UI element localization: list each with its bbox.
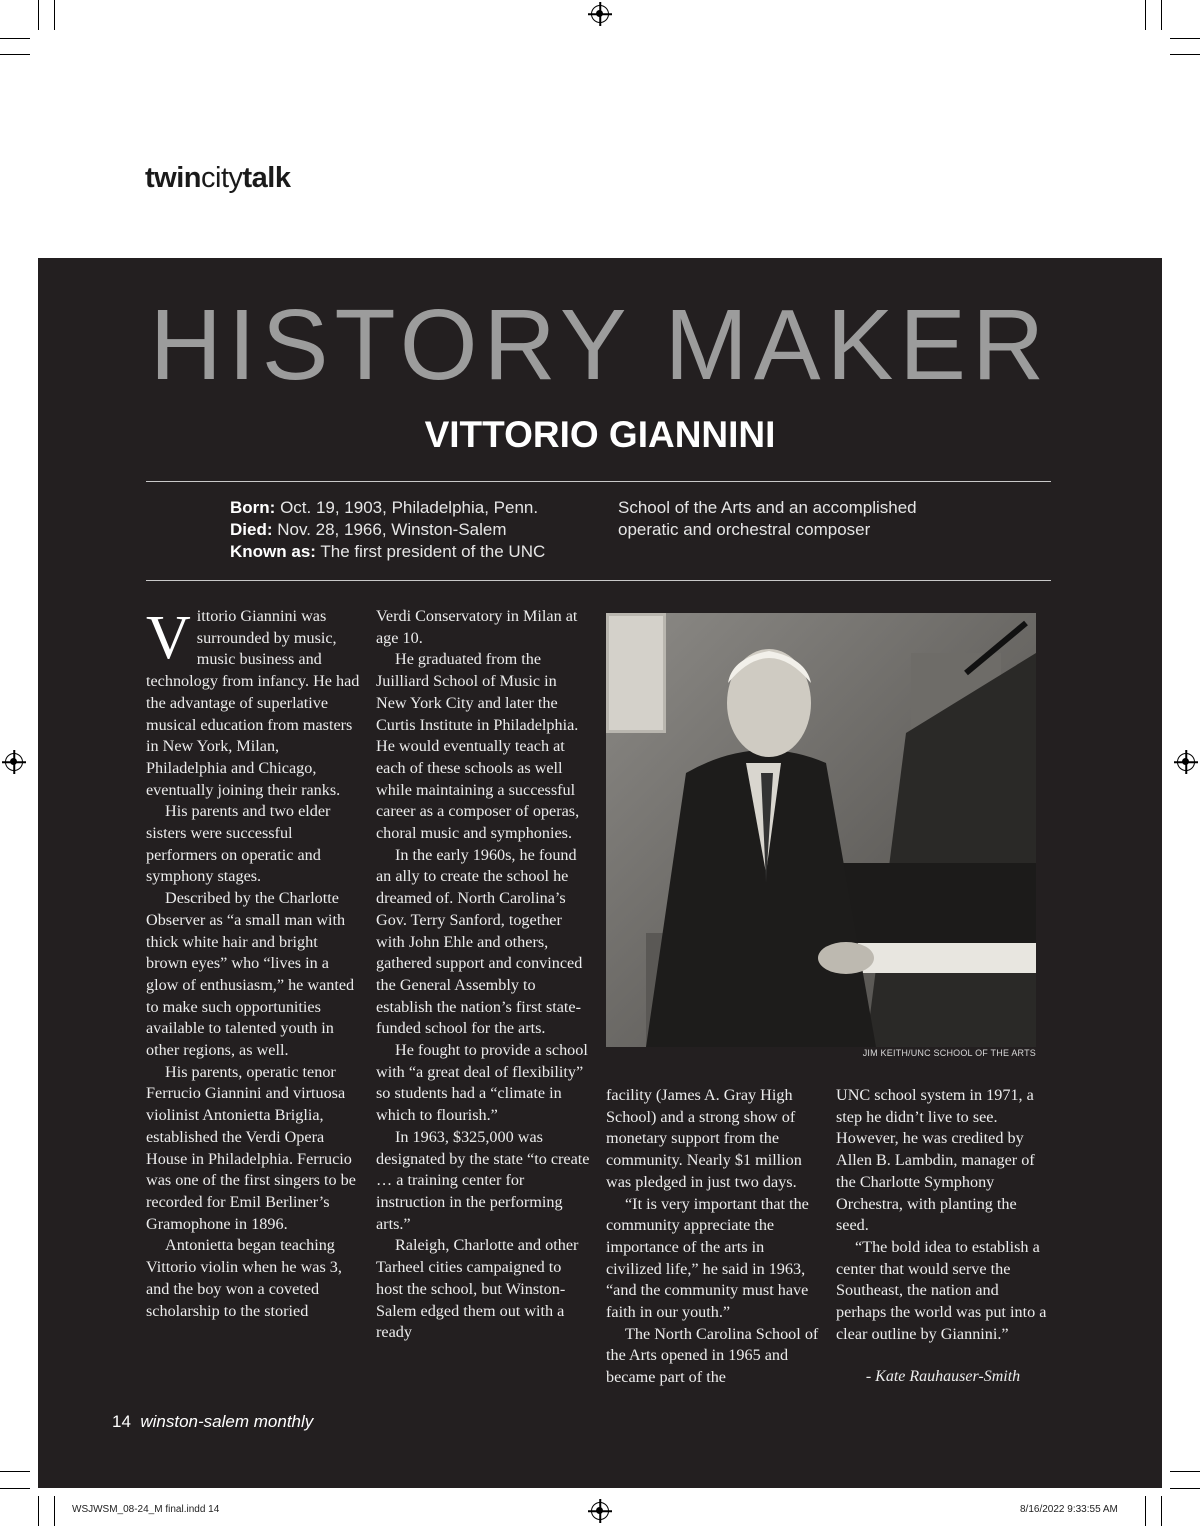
crop-mark [0, 54, 30, 55]
crop-mark [1145, 1496, 1146, 1526]
born-label: Born: [230, 498, 276, 517]
divider [146, 481, 1051, 482]
page-title: HISTORY MAKER [149, 289, 1051, 401]
died-value: Nov. 28, 1966, Winston-Salem [277, 520, 507, 539]
crop-mark [1161, 1496, 1162, 1526]
crop-mark [54, 1496, 55, 1526]
paragraph: In 1963, $325,000 was designated by the state “to create … a training center for instruction in the performing arts.” [376, 1127, 590, 1233]
divider [146, 580, 1051, 581]
crop-mark [1161, 0, 1162, 30]
paragraph: His parents, operatic tenor Ferrucio Giannini and virtuosa violinist Antonietta Briglia, established the Verdi Opera House in Philadelphia. Ferrucio was one of the first singers to be recorded for Emil Berliner’s Gramophone in 1896. [146, 1062, 356, 1233]
crop-mark [38, 0, 39, 30]
drop-cap: V [146, 604, 191, 672]
registration-mark-icon [591, 5, 609, 23]
registration-mark-icon [5, 753, 23, 771]
crop-mark [38, 1496, 39, 1526]
crop-mark [0, 1488, 30, 1489]
crop-mark [1170, 54, 1200, 55]
byline: - Kate Rauhauser-Smith [865, 1368, 1021, 1385]
article-column-4 [836, 1085, 1050, 1345]
known-value: The first president of the UNC [320, 542, 546, 561]
paragraph: Verdi Conservatory in Milan at age 10. [376, 607, 578, 647]
registration-mark-icon [591, 1502, 609, 1520]
crop-mark [0, 1471, 30, 1472]
registration-mark-icon [1177, 753, 1195, 771]
portrait-photo [606, 613, 1036, 1047]
crop-mark [1170, 1471, 1200, 1472]
paragraph: In the early 1960s, he found an ally to create the school he dreamed of. North Carolina’s Gov. Terry Sanford, together with John Ehle and others, gathered support and convinced the General Assembly to establish the nation’s first state-funded school for the arts. [376, 845, 583, 1038]
photo-credit: JIM KEITH/UNC SCHOOL OF THE ARTS [862, 1048, 1036, 1058]
paragraph: UNC school system in 1971, a step he didn’t live to see. However, he was credited by Allen B. Lambdin, manager of the Charlotte Symphony Orchestra, with planting the seed. [836, 1086, 1035, 1235]
paragraph: He graduated from the Juilliard School of Music in New York City and later the Curtis Institute in Philadelphia. He would eventually teach at each of these schools as well while maintaining a successful career as a composer of operas, choral music and symphonies. [376, 650, 580, 843]
known-label: Known as: [230, 542, 316, 561]
slug-filename: WSJWSM_08-24_M final.indd 14 [72, 1504, 220, 1515]
paragraph: “The bold idea to establish a center that would serve the Southeast, the nation and perhaps the world was put into a clear outline by Giannini.” [836, 1237, 1047, 1343]
brand-talk: talk [242, 162, 291, 194]
slug-timestamp: 8/16/2022 9:33:55 AM [1020, 1504, 1118, 1515]
page-number: 14 [112, 1412, 131, 1431]
section-brand [145, 162, 290, 195]
paragraph: His parents and two elder sisters were successful performers on operatic and symphony stages. [146, 802, 331, 886]
page-footer [112, 1412, 313, 1432]
crop-mark [1145, 0, 1146, 30]
paragraph: Raleigh, Charlotte and other Tarheel cities campaigned to host the school, but Winston-Salem edged them out with a ready [376, 1236, 579, 1342]
died-label: Died: [230, 520, 273, 539]
fact-box-continued: School of the Arts and an accomplished operatic and orchestral composer [618, 498, 917, 539]
paragraph: Vittorio Giannini was surrounded by music, music business and technology from infancy. He had the advantage of superlative musical education from masters in New York, Milan, Philadelphia and Chicago, eventually joining their ranks. [146, 604, 360, 799]
crop-mark [0, 38, 30, 39]
subject-name: VITTORIO GIANNINI [424, 414, 776, 455]
paragraph: Described by the Charlotte Observer as “a small man with thick white hair and bright brown eyes” who “lives in a glow of enthusiasm,” he wanted to make such opportunities available to talented youth in other regions, as well. [146, 889, 355, 1060]
born-value: Oct. 19, 1903, Philadelphia, Penn. [280, 498, 539, 517]
paragraph: Antonietta began teaching Vittorio violin when he was 3, and the boy won a coveted scholarship to the storied [146, 1236, 342, 1320]
publication-name: winston-salem monthly [140, 1412, 314, 1431]
article-column-2 [376, 606, 590, 1344]
article-column-3 [606, 1085, 820, 1389]
paragraph: “It is very important that the community appreciate the importance of the arts in civilized life,” he said in 1963, “and the community must have faith in our youth.” [606, 1194, 809, 1322]
paragraph: The North Carolina School of the Arts opened in 1965 and became part of the [606, 1324, 819, 1387]
crop-mark [1170, 1488, 1200, 1489]
fact-box [230, 497, 610, 563]
paragraph: facility (James A. Gray High School) and a strong show of monetary support from the community. Nearly $1 million was pledged in just two days. [606, 1086, 802, 1191]
crop-mark [1170, 38, 1200, 39]
brand-city: city [201, 162, 243, 194]
article-column-1 [146, 606, 360, 1322]
crop-mark [54, 0, 55, 30]
portrait-illustration [606, 613, 1036, 1047]
paragraph: He fought to provide a school with “a great deal of flexibility” so students had a “climate in which to flourish.” [376, 1041, 588, 1125]
brand-twin: twin [145, 162, 201, 194]
